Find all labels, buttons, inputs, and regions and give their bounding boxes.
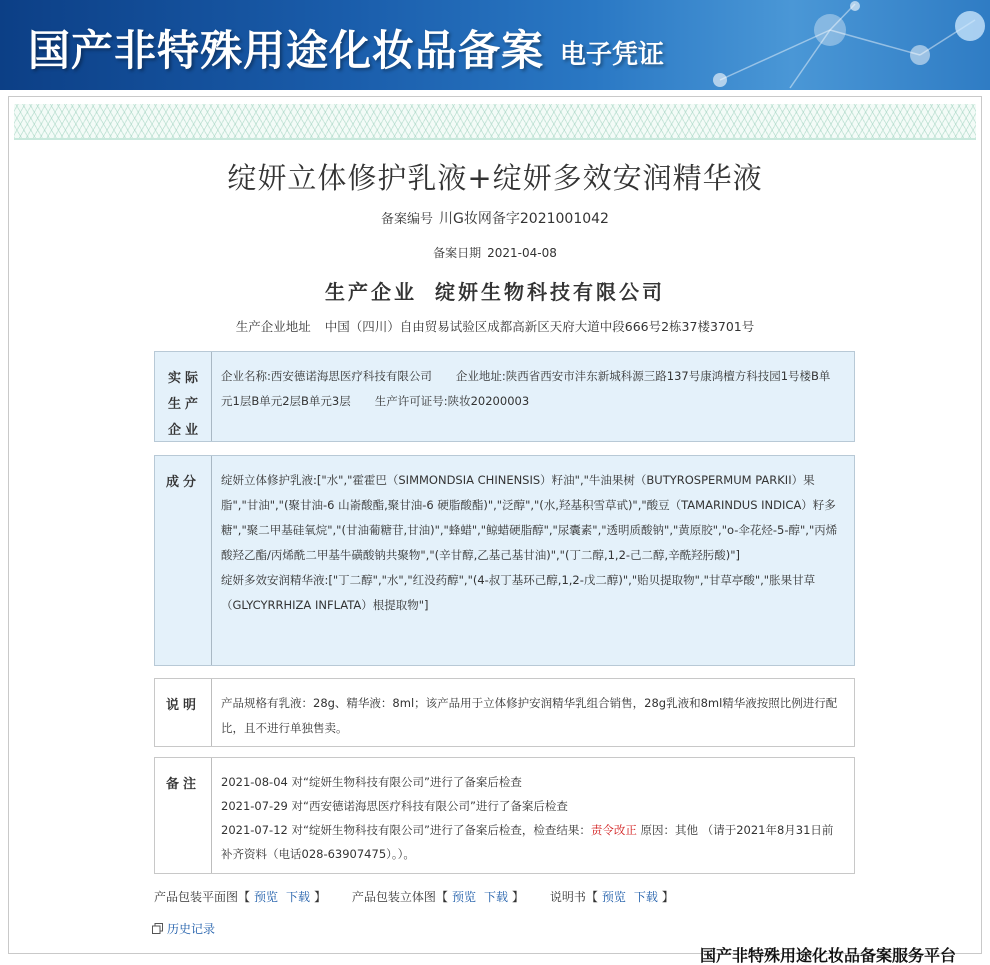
producer-name: 西安德诺海思医疗科技有限公司 bbox=[270, 369, 432, 383]
actual-producer-box bbox=[154, 351, 855, 442]
attachment-label: 产品包装立体图 bbox=[351, 890, 436, 904]
attachment-manual: 说明书【 预览 下载 】 bbox=[549, 890, 674, 904]
attachment-label: 说明书 bbox=[549, 890, 586, 904]
footer-platform-name: 国产非特殊用途化妆品备案服务平台 bbox=[699, 946, 956, 965]
remark-entry bbox=[221, 818, 840, 866]
ingredients-lotion: 绽妍立体修护乳液:["水","霍霍巴（SIMMONDSIA CHINENSIS）籽油","牛油果树（BUTYROSPERMUM PARKII）果脂","甘油","(聚甘油-6 山嵛酸酯,聚甘油-6 硬脂酸酯)","泛醇","(水,羟基积雪草甙)","酸豆（TAMARINDUS INDICA）籽多糖","聚二甲基硅氧烷","(甘油葡糖苷,甘油)","蜂蜡","鲸蜡硬脂醇","尿囊素","透明质酸钠","黄原胶","o-伞花烃-5-醇","丙烯酸羟乙酯/丙烯酰二甲基牛磺酸钠共聚物","(辛甘醇,乙基己基甘油)","(丁二醇,1,2-己二醇,辛酰羟肟酸)"] bbox=[221, 473, 838, 562]
guilloche-pattern bbox=[14, 104, 976, 140]
producer-name-label: 企业名称: bbox=[221, 369, 271, 383]
remark-suffix: 原因：其他 （请于2021年8月31日前补齐资料（电话028-63907475）。）。 bbox=[221, 823, 834, 861]
notes-label: 说明 bbox=[155, 679, 212, 746]
banner-subtitle: 电子凭证 bbox=[560, 40, 665, 70]
remarks-content bbox=[212, 758, 854, 873]
registration-number-label: 备案编号 bbox=[381, 212, 434, 227]
remark-entry: 2021-08-04 对“绽妍生物科技有限公司”进行了备案后检查 bbox=[221, 775, 522, 789]
actual-producer-content bbox=[212, 352, 854, 441]
company-label: 生产企业 bbox=[325, 280, 417, 304]
attachments-row bbox=[154, 888, 696, 905]
download-link[interactable]: 下载 bbox=[633, 890, 658, 904]
remark-prefix: 2021-07-12 对“绽妍生物科技有限公司”进行了备案后检查，检查结果： bbox=[221, 823, 591, 837]
registration-date-value: 2021-04-08 bbox=[487, 246, 557, 260]
attachment-label: 产品包装平面图 bbox=[154, 890, 239, 904]
ingredients-label: 成分 bbox=[155, 456, 212, 665]
producer-address: 陕西省西安市沣东新城科源三路137号康鸿檀方科技园1号楼B单元1层B单元2层B单元3层 bbox=[221, 369, 831, 408]
preview-link[interactable]: 预览 bbox=[451, 890, 476, 904]
preview-link[interactable]: 预览 bbox=[254, 890, 279, 904]
banner-title: 国产非特殊用途化妆品备案 bbox=[28, 26, 545, 75]
history-icon bbox=[152, 923, 163, 934]
company-address bbox=[0, 317, 990, 335]
ingredients-essence: 绽妍多效安润精华液:["丁二醇","水","红没药醇","(4-叔丁基环己醇,1,2-戊二醇)","贻贝提取物","甘草亭酸","胀果甘草（GLYCYRRHIZA INFLATA）根提取物"] bbox=[221, 573, 816, 612]
producer-license-label: 生产许可证号: bbox=[374, 394, 448, 408]
notes-box bbox=[154, 678, 855, 747]
registration-date-label: 备案日期 bbox=[433, 246, 482, 260]
producer-address-label: 企业地址: bbox=[455, 369, 506, 383]
company bbox=[0, 276, 990, 305]
remarks-label: 备注 bbox=[155, 758, 212, 873]
attachment-flat-package: 产品包装平面图【 预览 下载 】 bbox=[154, 890, 327, 904]
remark-entry: 2021-07-29 对“西安德诺海思医疗科技有限公司”进行了备案后检查 bbox=[221, 799, 568, 813]
download-link[interactable]: 下载 bbox=[483, 890, 508, 904]
product-name: 绽妍立体修护乳液+绽妍多效安润精华液 bbox=[227, 161, 763, 195]
download-link[interactable]: 下载 bbox=[286, 890, 311, 904]
history-label: 历史记录 bbox=[167, 922, 216, 936]
header-banner bbox=[0, 0, 990, 90]
producer-license: 陕妆20200003 bbox=[447, 394, 530, 408]
preview-link[interactable]: 预览 bbox=[601, 890, 626, 904]
registration-number-value: 川G妆网备字2021001042 bbox=[439, 211, 609, 227]
remarks-box bbox=[154, 757, 855, 874]
company-value: 绽妍生物科技有限公司 bbox=[435, 280, 665, 304]
molecule-decoration-icon bbox=[680, 0, 990, 90]
company-address-label: 生产企业地址 bbox=[235, 319, 311, 334]
ingredients-box bbox=[154, 455, 855, 666]
ingredients-content bbox=[212, 456, 854, 665]
actual-producer-label: 实际生产企业 bbox=[155, 352, 212, 441]
attachment-3d-package: 产品包装立体图【 预览 下载 】 bbox=[351, 890, 524, 904]
registration-number bbox=[0, 208, 990, 228]
registration-date bbox=[0, 244, 990, 261]
history-link[interactable] bbox=[152, 920, 215, 937]
notes-content: 产品规格有乳液：28g、精华液：8ml；该产品用于立体修护安润精华乳组合销售，28g乳液和8ml精华液按照比例进行配比，且不进行单独售卖。 bbox=[221, 696, 838, 735]
inspection-result: 责令改正 bbox=[590, 823, 637, 837]
company-address-value: 中国（四川）自由贸易试验区成都高新区天府大道中段666号2栋37楼3701号 bbox=[324, 319, 755, 334]
